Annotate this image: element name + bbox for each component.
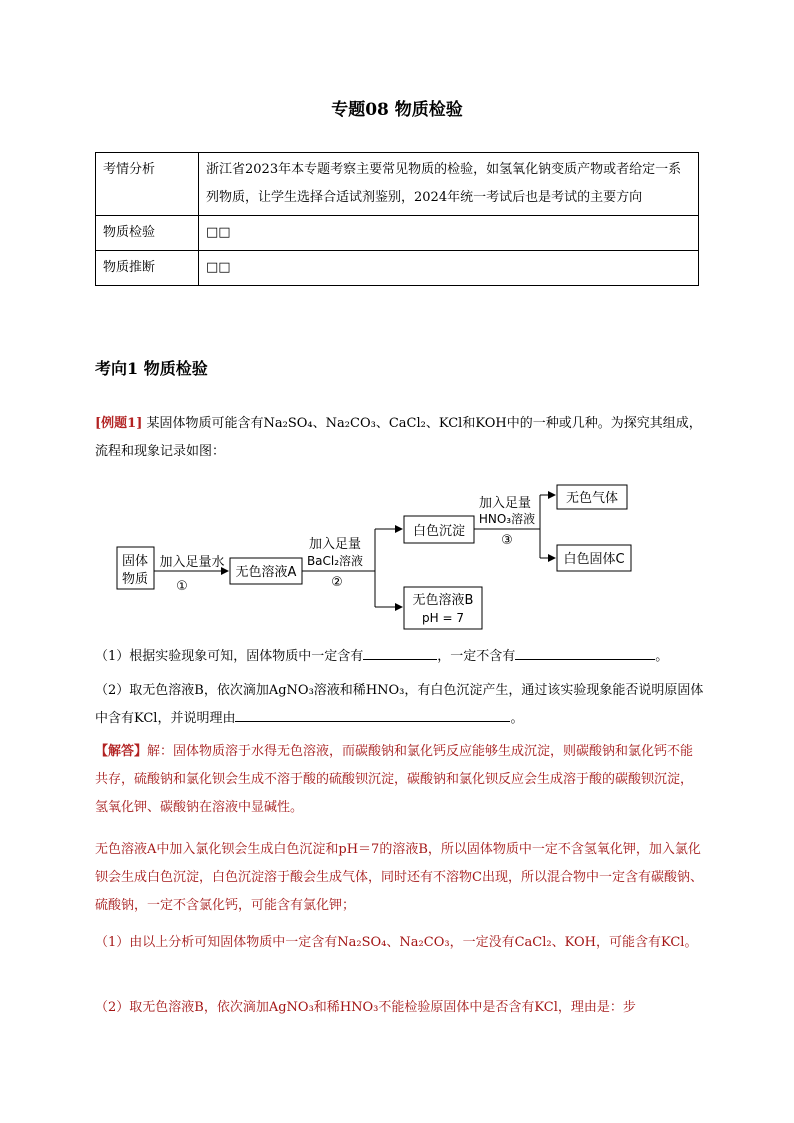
solid-c-label: 白色固体C	[563, 552, 625, 567]
step1-label: 加入足量水	[159, 555, 225, 570]
step3-label: HNO₃溶液	[478, 512, 536, 526]
q2-text: 溶液和稀	[313, 683, 366, 698]
formula: Na₂SO₄	[263, 416, 313, 431]
answer-tag: 【解答】	[95, 744, 148, 759]
solid-label: 固体	[121, 554, 149, 569]
answer-text: 无色溶液A中加入氯化钡会生成白色沉淀和pH＝7的溶液B，所以固体物质中一定不含氢氧化钾，加入氯化钡会生成白色沉淀，白色沉淀溶于酸会生成气体，同时还有不溶物C出现，所以混合物中一定含有碳酸钠、硫酸钠，一定不含氯化钙，可能含有氯化钾；	[95, 842, 703, 913]
formula: Na₂CO₃	[325, 416, 376, 431]
q2-text: （2）取无色溶液B，依次滴加	[95, 683, 269, 698]
q1-text: 。	[655, 649, 669, 664]
table-row	[96, 251, 699, 286]
step2-label: 加入足量	[308, 537, 362, 552]
row-content: □□	[199, 251, 699, 286]
intro-text: 某固体物质可能含有	[146, 416, 264, 431]
row-label: 物质检验	[96, 216, 199, 251]
gas-label: 无色气体	[565, 491, 619, 506]
row-content: 浙江省2023年本专题考察主要常见物质的检验，如氢氧化钠变质产物或者给定一系列物质，让学生选择合适试剂鉴别，2024年统一考试后也是考试的主要方向	[199, 153, 699, 216]
formula: HNO₃	[339, 1000, 379, 1015]
row-content: □□	[199, 216, 699, 251]
solution-b-ph: pH = 7	[422, 611, 464, 625]
answer-blank	[515, 645, 655, 660]
q2-text: 。	[510, 711, 524, 726]
row-label: 考情分析	[96, 153, 199, 216]
overview-table	[95, 152, 699, 286]
example-intro: [例题1] 某固体物质可能含有Na₂SO₄、Na₂CO₃、CaCl₂、KCl和KOH中的一种或几种。为探究其组成，流程和现象记录如图：	[95, 416, 702, 459]
formula: CaCl₂	[388, 416, 426, 431]
precipitate-label: 白色沉淀	[412, 524, 466, 539]
solution-b-label: 无色溶液B	[412, 593, 474, 608]
solution-a-label: 无色溶液A	[235, 565, 297, 580]
answer-blank	[363, 645, 437, 660]
answer-paragraph-3: （1）由以上分析可知固体物质中一定含有Na₂SO₄、Na₂CO₃，一定没有CaCl₂、KOH，可能含有KCl。	[95, 935, 698, 950]
example-tag: [例题1]	[95, 416, 143, 431]
formula: Na₂CO₃	[399, 935, 450, 950]
intro-text: 中的一种或几种。为探究其组成，流程和现象记录如图：	[95, 416, 702, 459]
table-row	[96, 216, 699, 251]
row-label: 物质推断	[96, 251, 199, 286]
question-2	[95, 677, 705, 733]
answer-blank	[235, 707, 510, 722]
answer-text: （2）取无色溶液B，依次滴加	[95, 1000, 269, 1015]
flowchart	[110, 480, 650, 635]
answer-text: ，可能含有KCl。	[595, 935, 698, 950]
formula: HNO₃	[365, 683, 405, 698]
step2-number: ②	[331, 575, 343, 590]
q1-text: ，一定不含有	[437, 649, 516, 664]
formula: KCl	[438, 416, 463, 431]
section-title: 考向1 物质检验	[95, 359, 208, 378]
answer-text: 不能检验原固体中是否含有KCl，理由是：步	[378, 1000, 636, 1015]
formula: KOH	[564, 935, 596, 950]
step3-number: ③	[501, 533, 513, 548]
table-row	[96, 153, 699, 216]
formula: AgNO₃	[268, 1000, 314, 1015]
answer-paragraph-4	[95, 994, 705, 1022]
answer-paragraph-1	[95, 738, 705, 822]
formula: Na₂SO₄	[337, 935, 387, 950]
page-title: 专题08 物质检验	[331, 100, 463, 120]
answer-text: 和稀	[313, 1000, 340, 1015]
formula: KOH	[475, 416, 507, 431]
q1-text: （1）根据实验现象可知，固体物质中一定含有	[95, 649, 364, 664]
step1-number: ①	[176, 579, 188, 594]
answer-paragraph-2	[95, 836, 705, 920]
q2-text: ，有白色沉淀产生，通过该实验现象能否说明原固体中含有KCl，并说明理由	[95, 683, 704, 726]
answer-text: 解：固体物质溶于水得无色溶液，而碳酸钠和氯化钙反应能够生成沉淀，则碳酸钠和氯化钙不能共存，硫酸钠和氯化钡会生成不溶于酸的硫酸钡沉淀，碳酸钠和氯化钡反应会生成溶于酸的碳酸钡沉淀，氢氧化钾、碳酸钠在溶液中显碱性。	[95, 744, 694, 815]
formula: CaCl₂	[514, 935, 552, 950]
step2-label: BaCl₂溶液	[306, 554, 364, 568]
solid-label: 物质	[121, 572, 149, 587]
answer-text: ，一定没有	[449, 935, 515, 950]
step3-label: 加入足量	[478, 496, 532, 511]
answer-text: （1）由以上分析可知固体物质中一定含有	[95, 935, 338, 950]
question-1	[95, 643, 705, 671]
formula: AgNO₃	[268, 683, 314, 698]
